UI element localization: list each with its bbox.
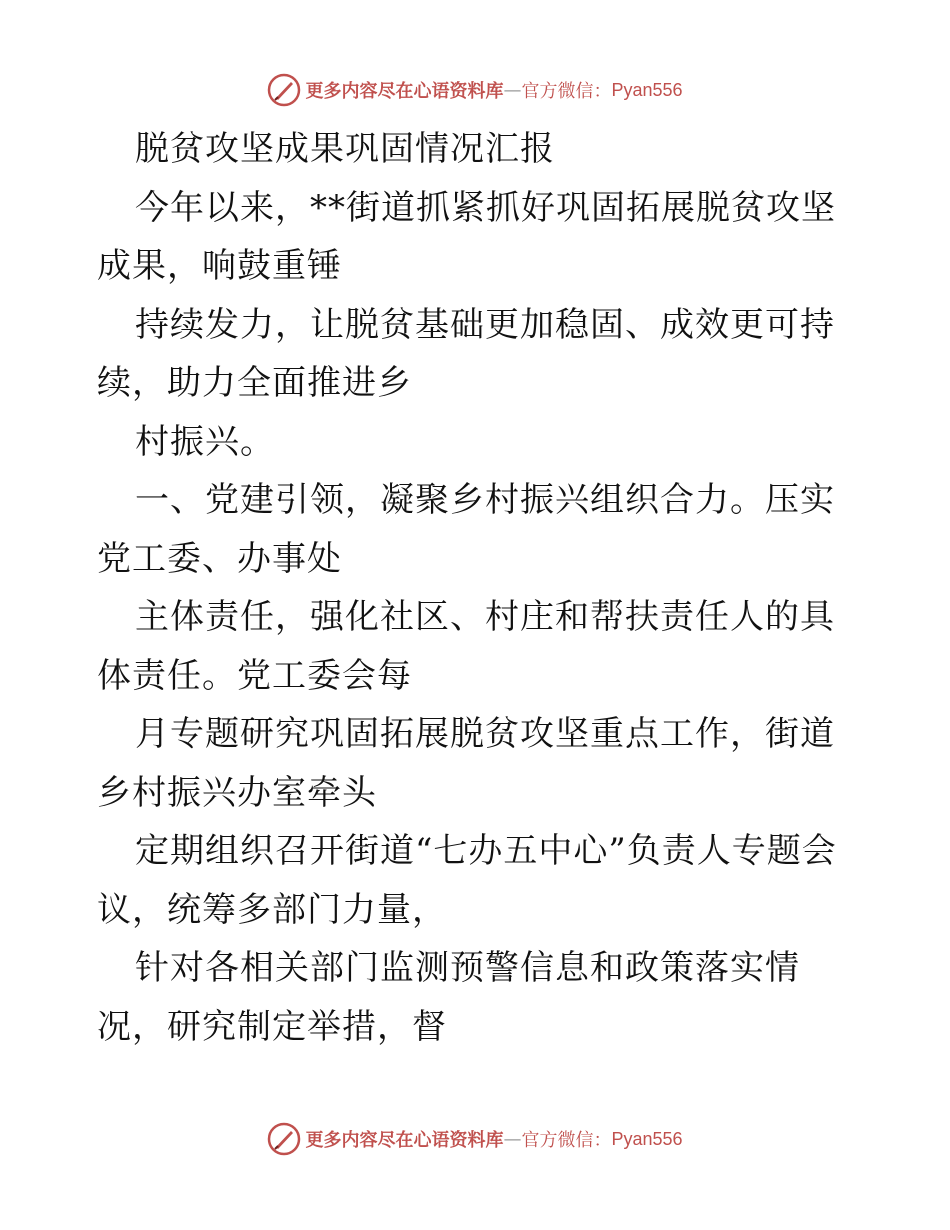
watermark-separator: — xyxy=(503,79,522,101)
paragraph: 村振兴。 xyxy=(135,421,275,462)
watermark-wechat-id: Pyan556 xyxy=(611,79,683,100)
paragraph: 月专题研究巩固拓展脱贫攻坚重点工作，街道乡村振兴办室牵头 xyxy=(97,714,835,813)
watermark-wechat-id: Pyan556 xyxy=(611,1128,683,1149)
footer-watermark xyxy=(0,1119,950,1159)
watermark-separator: — xyxy=(503,1128,522,1150)
quill-logo-icon xyxy=(267,1122,301,1156)
paragraph: 针对各相关部门监测预警信息和政策落实情况，研究制定举措，督 xyxy=(97,948,800,1047)
document-body xyxy=(97,120,857,1056)
watermark-site: 更多内容尽在心语资料库 xyxy=(305,81,504,102)
paragraph: 主体责任，强化社区、村庄和帮扶责任人的具体责任。党工委会每 xyxy=(97,597,835,696)
paragraph: 今年以来，**街道抓紧抓好巩固拓展脱贫攻坚成果，响鼓重锤 xyxy=(97,187,836,286)
paragraph: 持续发力，让脱贫基础更加稳固、成效更可持续，助力全面推进乡 xyxy=(97,304,835,403)
quill-logo-icon xyxy=(267,73,301,107)
paragraph: 一、党建引领，凝聚乡村振兴组织合力。压实党工委、办事处 xyxy=(97,480,835,579)
watermark-wechat-label: 官方微信： xyxy=(521,1130,612,1151)
watermark-wechat-label: 官方微信： xyxy=(521,81,612,102)
header-watermark xyxy=(0,70,950,110)
paragraph: 定期组织召开街道“七办五中心”负责人专题会议，统筹多部门力量， xyxy=(97,831,837,930)
watermark-site: 更多内容尽在心语资料库 xyxy=(305,1130,504,1151)
document-title: 脱贫攻坚成果巩固情况汇报 xyxy=(135,129,555,169)
